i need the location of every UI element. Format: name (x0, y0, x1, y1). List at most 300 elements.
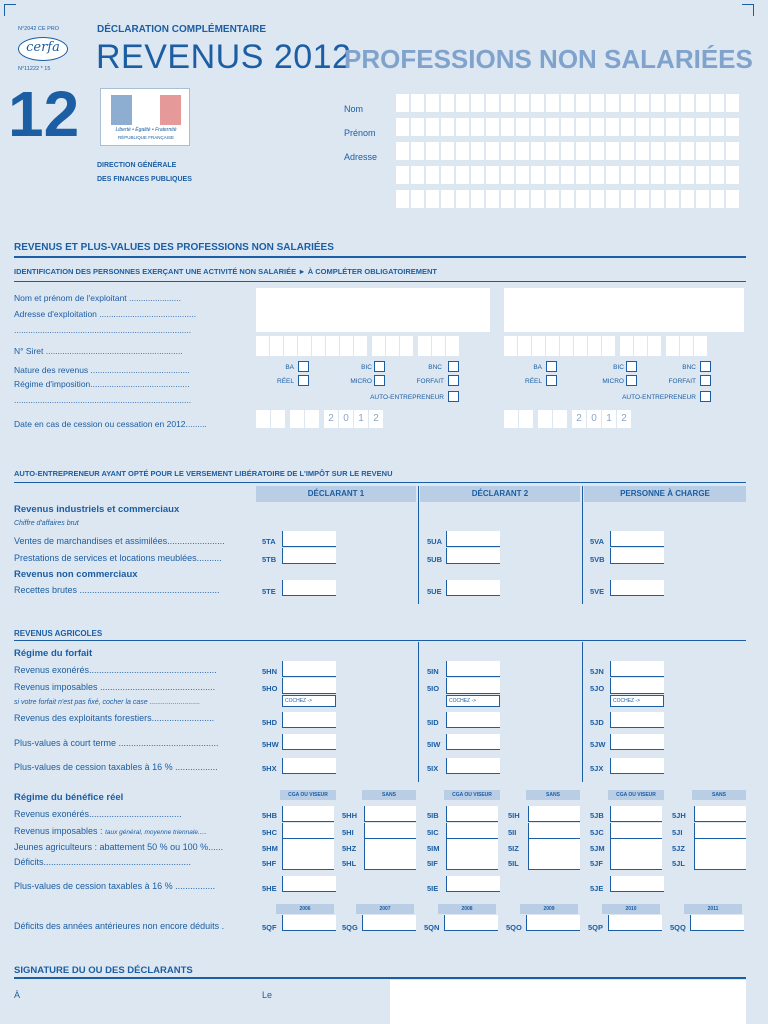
letter-box[interactable] (591, 166, 604, 184)
field-5jm[interactable] (610, 839, 662, 855)
siret-digit-box[interactable] (588, 336, 601, 356)
date-year-digit[interactable]: 0 (587, 410, 601, 428)
forfait-fixe-label: si votre forfait n'est pas fixé, cocher la case .......................... (14, 699, 201, 706)
reel-title: Régime du bénéfice réel (14, 792, 124, 803)
field-5if[interactable] (446, 854, 498, 870)
letter-box[interactable] (651, 94, 664, 112)
letter-box[interactable] (696, 118, 709, 136)
letter-box[interactable] (666, 118, 679, 136)
letter-box[interactable] (396, 190, 409, 208)
siret1-field[interactable] (256, 336, 459, 356)
field-5hm[interactable] (282, 839, 334, 855)
exploitant2-name-field[interactable] (504, 288, 744, 332)
siret-digit-box[interactable] (298, 336, 311, 356)
field-5ic[interactable] (446, 823, 498, 839)
letter-box[interactable] (621, 142, 634, 160)
letter-box[interactable] (561, 94, 574, 112)
letter-box[interactable] (696, 142, 709, 160)
code-5hf: 5HF (262, 859, 277, 868)
letter-box[interactable] (726, 190, 739, 208)
letter-box[interactable] (456, 118, 469, 136)
bic-checkbox-2[interactable] (626, 361, 637, 372)
letter-box[interactable] (591, 118, 604, 136)
identification-title: IDENTIFICATION DES PERSONNES EXERÇANT UNE ACTIVITÉ NON SALARIÉE ► À COMPLÉTER OBLIGATOIREMENT (14, 267, 438, 276)
letter-box[interactable] (456, 166, 469, 184)
code-5hm: 5HM (262, 844, 278, 853)
field-5im[interactable] (446, 839, 498, 855)
field-5he[interactable] (282, 876, 336, 892)
reel-col-header: SANS (526, 790, 580, 800)
micro-label: MICRO (350, 378, 372, 385)
letter-box[interactable] (441, 118, 454, 136)
field-5jd[interactable] (610, 712, 664, 728)
letter-box[interactable] (666, 94, 679, 112)
siret-digit-box[interactable] (354, 336, 367, 356)
auto-checkbox-2[interactable] (700, 391, 711, 402)
adresse-field-2[interactable] (396, 166, 739, 184)
date-digit-box[interactable] (504, 410, 518, 428)
letter-box[interactable] (426, 118, 439, 136)
siret-digit-box[interactable] (432, 336, 445, 356)
letter-box[interactable] (726, 142, 739, 160)
letter-box[interactable] (696, 190, 709, 208)
letter-box[interactable] (681, 94, 694, 112)
code-5jl: 5JL (672, 859, 685, 868)
letter-box[interactable] (711, 94, 724, 112)
year-header-2009: 2009 (520, 904, 578, 914)
letter-box[interactable] (546, 118, 559, 136)
date-year-digit[interactable]: 2 (617, 410, 631, 428)
letter-box[interactable] (411, 94, 424, 112)
col-personne-charge: PERSONNE À CHARGE (584, 486, 746, 502)
nature-label: Nature des revenus .......................................... (14, 365, 190, 375)
letter-box[interactable] (486, 142, 499, 160)
letter-box[interactable] (561, 142, 574, 160)
letter-box[interactable] (591, 94, 604, 112)
letter-box[interactable] (471, 190, 484, 208)
siret-digit-box[interactable] (680, 336, 693, 356)
bic-label: BIC (613, 364, 624, 371)
code-5jw: 5JW (590, 740, 606, 749)
letter-box[interactable] (726, 166, 739, 184)
letter-box[interactable] (696, 166, 709, 184)
letter-box[interactable] (576, 118, 589, 136)
date-digit-box[interactable] (553, 410, 567, 428)
code-5va: 5VA (590, 537, 605, 546)
letter-box[interactable] (711, 190, 724, 208)
code-5hw: 5HW (262, 740, 279, 749)
corner-mark (742, 4, 754, 16)
field-5hh[interactable] (364, 806, 416, 822)
letter-box[interactable] (411, 142, 424, 160)
code-5jb: 5JB (590, 811, 604, 820)
code-5ua: 5UA (427, 537, 443, 546)
field-5hx[interactable] (282, 758, 336, 774)
siret-digit-box[interactable] (446, 336, 459, 356)
cerfa-number: N°11222 * 15 (18, 66, 51, 72)
logo-motto: Liberté • Égalité • Fraternité (115, 127, 177, 133)
code-5te: 5TE (262, 587, 276, 596)
letter-box[interactable] (681, 166, 694, 184)
date-digit-box[interactable] (305, 410, 319, 428)
auto-checkbox-1[interactable] (448, 391, 459, 402)
letter-box[interactable] (726, 118, 739, 136)
column-separator (582, 642, 583, 782)
siret-digit-box[interactable] (284, 336, 297, 356)
siret-digit-box[interactable] (372, 336, 385, 356)
field-5id[interactable] (446, 712, 500, 728)
adresse-field-3[interactable] (396, 190, 739, 208)
code-5iw: 5IW (427, 740, 441, 749)
letter-box[interactable] (546, 190, 559, 208)
date-digit-box[interactable] (519, 410, 533, 428)
letter-box[interactable] (576, 190, 589, 208)
letter-box[interactable] (591, 190, 604, 208)
letter-box[interactable] (621, 118, 634, 136)
letter-box[interactable] (426, 166, 439, 184)
letter-box[interactable] (606, 190, 619, 208)
field-5hw[interactable] (282, 734, 336, 750)
code-5qp: 5QP (588, 923, 604, 932)
letter-box[interactable] (636, 190, 649, 208)
letter-box[interactable] (516, 94, 529, 112)
letter-box[interactable] (696, 94, 709, 112)
cochez-checkbox[interactable]: COCHEZ -> (446, 695, 500, 707)
signature-a-label: À (14, 990, 21, 1000)
code-5jx: 5JX (590, 764, 604, 773)
letter-box[interactable] (621, 166, 634, 184)
letter-box[interactable] (396, 142, 409, 160)
field-5qp[interactable] (608, 915, 662, 931)
letter-box[interactable] (501, 166, 514, 184)
cerfa-logo: cerfa (18, 37, 68, 61)
field-5hz[interactable] (364, 839, 416, 855)
micro-checkbox-1[interactable] (374, 375, 385, 386)
reel-imposables-note: taux général, moyenne triennale..... (105, 829, 207, 836)
field-5jf[interactable] (610, 854, 662, 870)
date-cession-field-1[interactable] (256, 410, 383, 428)
letter-box[interactable] (651, 118, 664, 136)
letter-box[interactable] (411, 166, 424, 184)
letter-box[interactable] (606, 166, 619, 184)
field-5qf[interactable] (282, 915, 336, 931)
field-5ue[interactable] (446, 580, 500, 596)
letter-box[interactable] (666, 142, 679, 160)
letter-box[interactable] (531, 166, 544, 184)
siret-digit-box[interactable] (532, 336, 545, 356)
field-5qo[interactable] (526, 915, 580, 931)
letter-box[interactable] (711, 142, 724, 160)
date-year-digit[interactable]: 2 (324, 410, 338, 428)
code-5ho: 5HO (262, 684, 278, 693)
letter-box[interactable] (621, 94, 634, 112)
letter-box[interactable] (576, 166, 589, 184)
letter-box[interactable] (486, 118, 499, 136)
letter-box[interactable] (501, 118, 514, 136)
date-digit-box[interactable] (256, 410, 270, 428)
letter-box[interactable] (726, 94, 739, 112)
letter-box[interactable] (531, 94, 544, 112)
siret-digit-box[interactable] (666, 336, 679, 356)
letter-box[interactable] (456, 190, 469, 208)
field-5iz[interactable] (528, 839, 580, 855)
field-5ii[interactable] (528, 823, 580, 839)
code-5jc: 5JC (590, 828, 604, 837)
field-5jw[interactable] (610, 734, 664, 750)
letter-box[interactable] (651, 142, 664, 160)
code-5ii: 5II (508, 828, 517, 837)
year-header-2010: 2010 (602, 904, 660, 914)
field-5ib[interactable] (446, 806, 498, 822)
date-digit-box[interactable] (538, 410, 552, 428)
prenom-label: Prénom (344, 128, 376, 138)
ba-checkbox-2[interactable] (546, 361, 557, 372)
field-5ua[interactable] (446, 531, 500, 547)
letter-box[interactable] (516, 190, 529, 208)
code-5ub: 5UB (427, 555, 443, 564)
siret-digit-box[interactable] (574, 336, 587, 356)
reel-imposables-label (14, 826, 207, 836)
field-5hn[interactable] (282, 661, 336, 677)
field-5qn[interactable] (444, 915, 498, 931)
code-5im: 5IM (427, 844, 440, 853)
siret-digit-box[interactable] (694, 336, 707, 356)
bic-checkbox-1[interactable] (374, 361, 385, 372)
letter-box[interactable] (636, 166, 649, 184)
letter-box[interactable] (426, 142, 439, 160)
letter-box[interactable] (396, 94, 409, 112)
field-5ta[interactable] (282, 531, 336, 547)
letter-box[interactable] (426, 94, 439, 112)
code-5ve: 5VE (590, 587, 605, 596)
letter-box[interactable] (621, 190, 634, 208)
siret-digit-box[interactable] (560, 336, 573, 356)
letter-box[interactable] (666, 190, 679, 208)
forfait-checkbox-2[interactable] (700, 375, 711, 386)
letter-box[interactable] (636, 142, 649, 160)
reel-checkbox-2[interactable] (546, 375, 557, 386)
agri-section-title: REVENUS AGRICOLES (14, 629, 103, 638)
letter-box[interactable] (681, 190, 694, 208)
letter-box[interactable] (711, 118, 724, 136)
pv-court-label: Plus-values à court terme ........................................ (14, 738, 219, 748)
siret-digit-box[interactable] (312, 336, 325, 356)
field-5ie[interactable] (446, 876, 500, 892)
field-5jx[interactable] (610, 758, 664, 774)
adresse-field-1[interactable] (396, 142, 739, 160)
field-5jb[interactable] (610, 806, 662, 822)
cochez-checkbox[interactable]: COCHEZ -> (282, 695, 336, 707)
republic-logo (100, 88, 190, 146)
date-year-digit[interactable]: 2 (572, 410, 586, 428)
letter-box[interactable] (471, 118, 484, 136)
letter-box[interactable] (546, 142, 559, 160)
letter-box[interactable] (471, 142, 484, 160)
field-5ih[interactable] (528, 806, 580, 822)
field-5ix[interactable] (446, 758, 500, 774)
siret-digit-box[interactable] (418, 336, 431, 356)
date-year-digit[interactable]: 2 (369, 410, 383, 428)
letter-box[interactable] (681, 118, 694, 136)
prenom-field[interactable] (396, 118, 739, 136)
cochez-checkbox[interactable]: COCHEZ -> (610, 695, 664, 707)
field-5ub[interactable] (446, 548, 500, 564)
siret-digit-box[interactable] (602, 336, 615, 356)
field-5jh[interactable] (694, 806, 746, 822)
form-number: N°2042 CE PRO (18, 26, 60, 32)
siret-digit-box[interactable] (546, 336, 559, 356)
date-digit-box[interactable] (271, 410, 285, 428)
letter-box[interactable] (711, 166, 724, 184)
bnc-label: BNC (428, 364, 442, 371)
field-5hd[interactable] (282, 712, 336, 728)
forfait-label: FORFAIT (668, 378, 696, 385)
letter-box[interactable] (441, 94, 454, 112)
date-cession-field-2[interactable] (504, 410, 631, 428)
letter-box[interactable] (471, 94, 484, 112)
letter-box[interactable] (606, 142, 619, 160)
siret-digit-box[interactable] (326, 336, 339, 356)
field-5vb[interactable] (610, 548, 664, 564)
letter-box[interactable] (486, 190, 499, 208)
field-5jn[interactable] (610, 661, 664, 677)
letter-box[interactable] (411, 190, 424, 208)
date-year-digit[interactable]: 1 (354, 410, 368, 428)
code-5hz: 5HZ (342, 844, 357, 853)
letter-box[interactable] (396, 118, 409, 136)
column-separator (582, 486, 583, 604)
auto-section-title: AUTO-ENTREPRENEUR AYANT OPTÉ POUR LE VERSEMENT LIBÉRATOIRE DE L'IMPÔT SUR LE REVENU (14, 469, 393, 478)
letter-box[interactable] (471, 166, 484, 184)
siret-digit-box[interactable] (518, 336, 531, 356)
letter-box[interactable] (486, 94, 499, 112)
field-5te[interactable] (282, 580, 336, 596)
letter-box[interactable] (561, 190, 574, 208)
bnc-checkbox-1[interactable] (448, 361, 459, 372)
field-5hf[interactable] (282, 854, 334, 870)
field-5ve[interactable] (610, 580, 664, 596)
bnc-checkbox-2[interactable] (700, 361, 711, 372)
letter-box[interactable] (411, 118, 424, 136)
field-5hb[interactable] (282, 806, 334, 822)
nom-field[interactable] (396, 94, 739, 112)
letter-box[interactable] (666, 166, 679, 184)
siret-digit-box[interactable] (386, 336, 399, 356)
letter-box[interactable] (636, 118, 649, 136)
letter-box[interactable] (591, 142, 604, 160)
siret-digit-box[interactable] (270, 336, 283, 356)
letter-box[interactable] (561, 166, 574, 184)
field-5je[interactable] (610, 876, 664, 892)
field-5qq[interactable] (690, 915, 744, 931)
letter-box[interactable] (531, 142, 544, 160)
siret-digit-box[interactable] (620, 336, 633, 356)
letter-box[interactable] (486, 166, 499, 184)
field-5ho[interactable] (282, 678, 336, 694)
field-5iw[interactable] (446, 734, 500, 750)
code-5hl: 5HL (342, 859, 357, 868)
siret-digit-box[interactable] (340, 336, 353, 356)
siret2-field[interactable] (504, 336, 707, 356)
letter-box[interactable] (651, 190, 664, 208)
field-5io[interactable] (446, 678, 500, 694)
siret-digit-box[interactable] (256, 336, 269, 356)
bnc-label: BNC (682, 364, 696, 371)
letter-box[interactable] (576, 94, 589, 112)
field-5va[interactable] (610, 531, 664, 547)
code-5je: 5JE (590, 884, 604, 893)
letter-box[interactable] (396, 166, 409, 184)
letter-box[interactable] (516, 142, 529, 160)
date-year-digit[interactable]: 1 (602, 410, 616, 428)
letter-box[interactable] (681, 142, 694, 160)
letter-box[interactable] (561, 118, 574, 136)
letter-box[interactable] (501, 142, 514, 160)
letter-box[interactable] (426, 190, 439, 208)
siret-digit-box[interactable] (504, 336, 517, 356)
siret-digit-box[interactable] (648, 336, 661, 356)
letter-box[interactable] (456, 94, 469, 112)
siret-digit-box[interactable] (634, 336, 647, 356)
letter-box[interactable] (606, 94, 619, 112)
field-5in[interactable] (446, 661, 500, 677)
letter-box[interactable] (531, 190, 544, 208)
signature-field[interactable] (390, 980, 746, 1024)
letter-box[interactable] (441, 190, 454, 208)
field-5hl[interactable] (364, 854, 416, 870)
form-subtitle: DÉCLARATION COMPLÉMENTAIRE (97, 24, 267, 35)
letter-box[interactable] (516, 118, 529, 136)
date-year-digit[interactable]: 0 (339, 410, 353, 428)
code-5ix: 5IX (427, 764, 439, 773)
field-5ji[interactable] (694, 823, 746, 839)
micro-checkbox-2[interactable] (626, 375, 637, 386)
letter-box[interactable] (546, 94, 559, 112)
field-5qg[interactable] (362, 915, 416, 931)
letter-box[interactable] (441, 142, 454, 160)
letter-box[interactable] (516, 166, 529, 184)
reel-col-header: CGA OU VISEUR (444, 790, 500, 800)
ba-checkbox-1[interactable] (298, 361, 309, 372)
direction-line1: DIRECTION GÉNÉRALE (97, 162, 177, 169)
field-5hi[interactable] (364, 823, 416, 839)
field-5hc[interactable] (282, 823, 334, 839)
letter-box[interactable] (651, 166, 664, 184)
reel-checkbox-1[interactable] (298, 375, 309, 386)
code-5vb: 5VB (590, 555, 605, 564)
letter-box[interactable] (456, 142, 469, 160)
field-5tb[interactable] (282, 548, 336, 564)
date-digit-box[interactable] (290, 410, 304, 428)
field-5il[interactable] (528, 854, 580, 870)
siret-digit-box[interactable] (400, 336, 413, 356)
forfait-checkbox-1[interactable] (448, 375, 459, 386)
field-5jz[interactable] (694, 839, 746, 855)
year-header-2008: 2008 (438, 904, 496, 914)
letter-box[interactable] (546, 166, 559, 184)
letter-box[interactable] (441, 166, 454, 184)
field-5jo[interactable] (610, 678, 664, 694)
exploitant1-name-field[interactable] (256, 288, 490, 332)
field-5jc[interactable] (610, 823, 662, 839)
letter-box[interactable] (636, 94, 649, 112)
letter-box[interactable] (501, 190, 514, 208)
letter-box[interactable] (531, 118, 544, 136)
letter-box[interactable] (501, 94, 514, 112)
field-5jl[interactable] (694, 854, 746, 870)
letter-box[interactable] (606, 118, 619, 136)
letter-box[interactable] (576, 142, 589, 160)
